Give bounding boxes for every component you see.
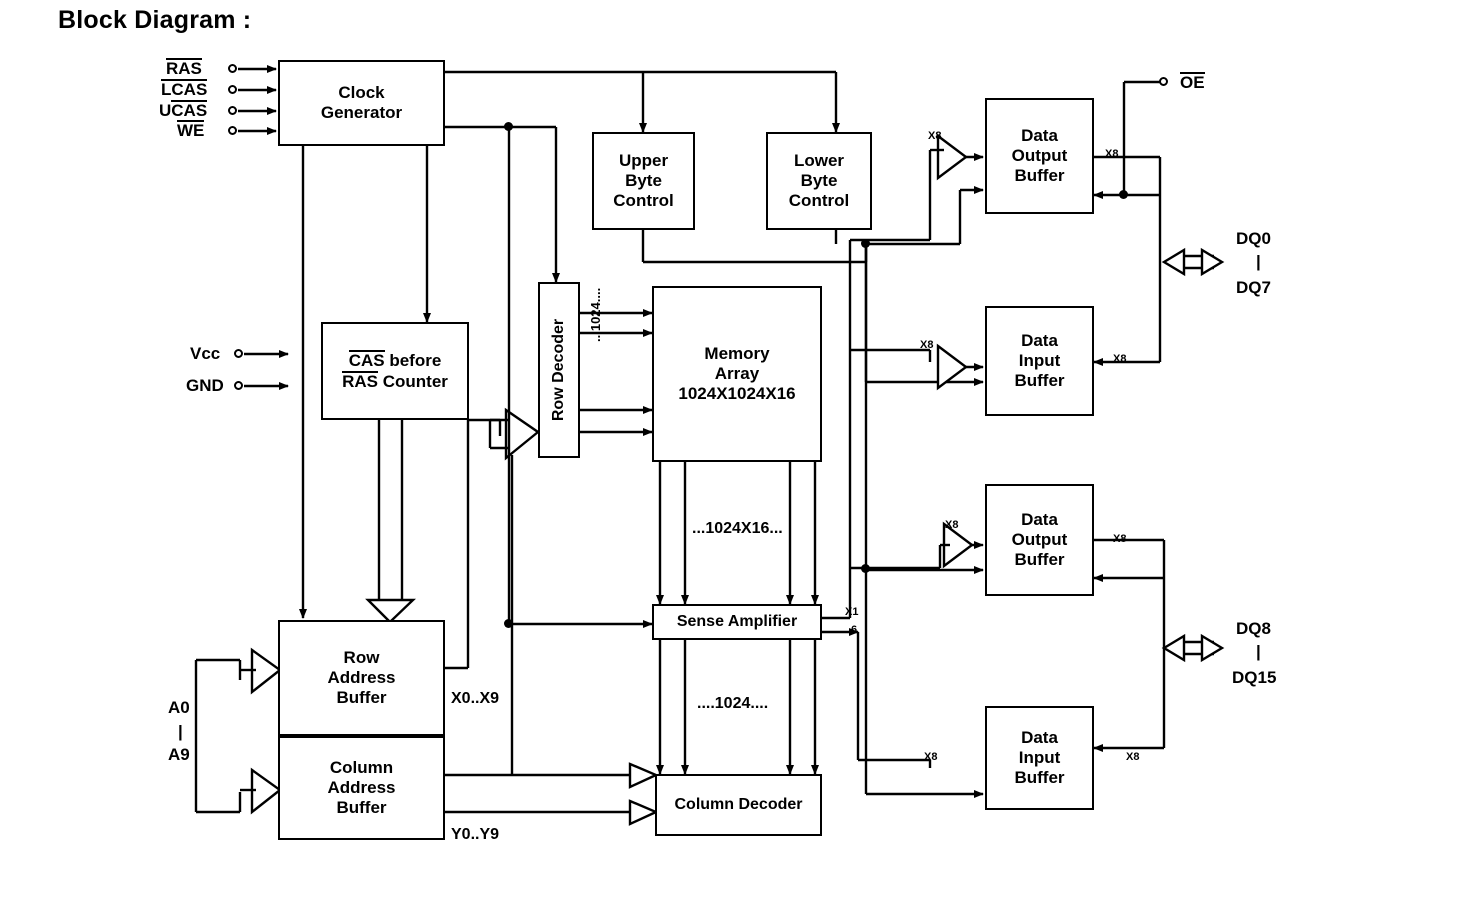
pin-vcc [234,349,243,358]
block-column-decoder[interactable]: Column Decoder [655,774,822,836]
block-sense-amplifier[interactable]: Sense Amplifier [652,604,822,640]
label-row-addr-out: X0..X9 [451,690,500,707]
label-x8-out-high-left: X8 [928,130,942,142]
label-oe: OE [1180,73,1205,92]
label-sense-to-column: ....1024.... [697,695,769,712]
label-vcc: Vcc [190,344,221,363]
block-clock-generator[interactable]: Clock Generator [278,60,445,146]
pin-we [228,126,237,135]
label-x8-in-low-right: X8 [1126,751,1140,763]
label-x8-in-low-left: X8 [924,751,938,763]
label-ras: RAS [166,59,202,78]
label-x8-in-high-left: X8 [920,339,934,351]
block-row-decoder[interactable]: Row Decoder [538,282,580,458]
label-lcas: LCAS [161,80,208,99]
junction-dot-oe-rail [1119,190,1128,199]
pin-lcas [228,85,237,94]
label-dq15: DQ15 [1232,668,1277,687]
block-row-address-buffer[interactable]: Row Address Buffer [278,620,445,736]
block-data-output-buffer-low[interactable]: Data Output Buffer [985,484,1094,596]
block-memory-array[interactable]: Memory Array 1024X1024X16 [652,286,822,462]
label-x1: X1 [845,606,859,618]
junction-dot-sense-left [504,619,513,628]
label-dq0: DQ0 [1236,229,1271,248]
pin-gnd [234,381,243,390]
pin-oe [1159,77,1168,86]
label-x8-in-high-right: X8 [1113,353,1127,365]
block-cas-before-ras-counter[interactable]: CAS before RAS Counter [321,322,469,420]
label-x6: 6 [851,624,858,636]
label-we: WE [177,121,205,140]
label-dq7: DQ7 [1236,278,1271,297]
label-dq0-7-dash: | [1256,252,1261,271]
label-x8-out-low-left: X8 [945,519,959,531]
junction-dot-clockgen [504,122,513,131]
pin-ras [228,64,237,73]
label-dq8: DQ8 [1236,619,1271,638]
block-lower-byte-control[interactable]: Lower Byte Control [766,132,872,230]
label-col-addr-out: Y0..Y9 [451,826,500,843]
pin-ucas [228,106,237,115]
junction-dot-low-rail [861,564,870,573]
label-x8-out-high-right: X8 [1105,148,1119,160]
label-gnd: GND [186,376,224,395]
label-x8-out-low-right: X8 [1113,533,1127,545]
label-a0: A0 [168,698,190,717]
page-title: Block Diagram : [58,6,252,34]
label-dq8-15-dash: | [1256,642,1261,661]
label-row-bus: ...1024.... [588,287,603,342]
block-data-input-buffer-high[interactable]: Data Input Buffer [985,306,1094,416]
block-data-input-buffer-low[interactable]: Data Input Buffer [985,706,1094,810]
label-array-to-sense: ...1024X16... [692,520,783,537]
label-a9: A9 [168,745,190,764]
block-column-address-buffer[interactable]: Column Address Buffer [278,736,445,840]
junction-dot-byte-control [861,239,870,248]
label-a-dash: | [178,722,183,741]
block-data-output-buffer-high[interactable]: Data Output Buffer [985,98,1094,214]
block-upper-byte-control[interactable]: Upper Byte Control [592,132,695,230]
label-ucas: UCAS [159,101,208,120]
